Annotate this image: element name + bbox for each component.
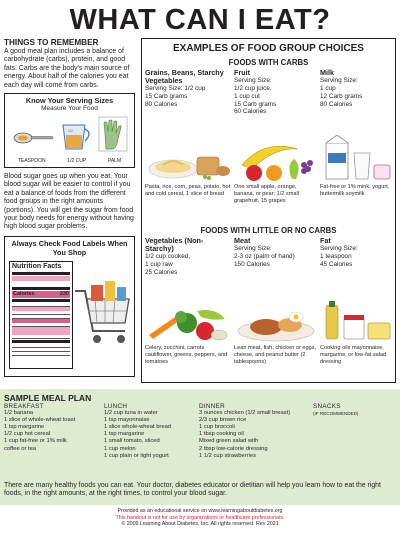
fruit-column: [234, 69, 314, 116]
fruit-caption: One small apple, orange, banana, or pear; 1/2 small grapefruit, 15 grapes: [234, 184, 299, 204]
meat-calories: 150 Calories: [234, 260, 270, 268]
little-carbs-section-title: FOODS WITH LITTLE OR NO CARBS: [200, 226, 337, 235]
credits: [0, 508, 400, 528]
fruit-juice: 1/2 cup juice,: [234, 85, 272, 92]
meat-image: [234, 301, 318, 343]
serving-size-labels: [5, 158, 134, 167]
measuring-cup-icon: [63, 125, 89, 149]
fruit-image: [234, 135, 316, 183]
snacks-heading: SNACKS: [313, 403, 341, 410]
calories-label: Calories: [13, 290, 35, 297]
things-to-remember-text: A good meal plan includes a balance of carbohydrate (carbs), protein, and good fats. Carbs are the body's main source of energy. About half of the calories you eat each day will come from carbs.: [4, 48, 130, 89]
milk-caption: Fat-free or 1% mink, yogurt, buttermilk soymilk: [320, 184, 390, 197]
food-labels-heading: Always Check Food Labels When You Shop: [11, 238, 128, 257]
milk-calories: 80 Calories: [320, 100, 353, 108]
vegetables-column: [145, 237, 231, 277]
vegetables-heading: Vegetables (Non-Starchy): [145, 236, 204, 254]
blood-sugar-text: Blood sugar goes up when you eat. Your blood sugar will be easier to control if you eat a balance of foods from the different food groups in the right amounts (portions). You will get the sugar from food your body needs for energy without having high blood sugar problems.: [4, 173, 134, 231]
milk-carbs: 12 Carb grams: [320, 92, 363, 100]
page-title: WHAT CAN I EAT?: [69, 4, 331, 36]
lunch-item: 1/2 cup tuna in water: [104, 410, 158, 417]
size-label-palm: PALM: [107, 158, 122, 165]
grains-caption: Pasta, rice, corn, peas, potato, hot and cold cereal, 1 slice of bread: [145, 184, 231, 197]
fat-serving: Serving Size:: [320, 245, 358, 253]
lunch-column: [104, 403, 196, 460]
credits-line-1: Provided as an educational service on www.learningaboutdiabetes.org: [117, 508, 283, 514]
food-group-panel-title: EXAMPLES OF FOOD GROUP CHOICES: [173, 43, 364, 54]
size-label-half-cup: 1/2 CUP: [67, 158, 87, 165]
breakfast-item: 1/2 banana: [4, 410, 34, 417]
fruit-calories: 60 Calories: [234, 108, 267, 116]
teaspoon-icon: [14, 133, 53, 143]
dinner-item: 1 1/2 cup strawberries: [199, 452, 257, 459]
breakfast-column: [4, 403, 96, 453]
lunch-item: 1 cup plain or light yogurt: [104, 452, 169, 459]
lunch-item: 1 cup melon: [104, 445, 136, 452]
snacks-subheading: (IF RECOMMENDED): [313, 411, 359, 417]
meat-serving: Serving Size:: [234, 245, 272, 253]
grains-column: [145, 69, 233, 109]
dinner-column: [199, 403, 309, 460]
milk-cup: 1 cup: [320, 85, 336, 92]
dinner-item: 1 tbsp cooking oil: [199, 431, 244, 438]
size-label-teaspoon: TEASPOON: [17, 158, 46, 165]
credits-line-2: This handout is not for use by organizations or healthcare professionals.: [115, 514, 285, 521]
fat-calories: 45 Calories: [320, 260, 353, 268]
serving-sizes-box: [4, 93, 135, 168]
meat-caption: Lean meat, fish, chicken or eggs, cheese, and peanut butter (2 tablespoons): [234, 345, 317, 365]
dinner-item: 2 tbsp low-calorie dressing: [199, 445, 268, 452]
meal-plan-title: SAMPLE MEAL PLAN: [4, 393, 92, 403]
breakfast-item: 1 slice of whole-wheat toast: [4, 417, 76, 424]
grains-carbs: 15 Carb grams: [145, 93, 188, 101]
lunch-item: 1 slice whole-wheat bread: [104, 424, 172, 431]
left-column: [4, 38, 135, 377]
grains-serving: Serving Size: 1/2 cup: [145, 85, 206, 93]
milk-image: [320, 135, 394, 183]
svg-text:1/2: 1/2: [68, 129, 73, 134]
lunch-item: 1 tsp mayonnaise: [104, 417, 150, 424]
shopping-cart-icon: [71, 261, 133, 373]
vegetables-image: [145, 301, 231, 343]
serving-size-illustrations: [5, 113, 133, 153]
breakfast-item: coffee or tea: [4, 445, 37, 452]
milk-heading: Milk: [320, 68, 334, 77]
vegetables-calories: 25 Calories: [145, 269, 178, 276]
serving-sizes-subheading: Measure Your Food: [41, 105, 98, 113]
food-labels-box: [4, 236, 135, 377]
dinner-item: 1 cup broccoli: [199, 424, 235, 431]
breakfast-item: 1/2 cup hot cereal: [4, 431, 51, 438]
lunch-item: 1 small tomato, sliced: [104, 438, 160, 445]
lunch-item: 1 tsp margarine: [104, 431, 145, 438]
fruit-carbs: 15 Carb grams: [234, 100, 277, 108]
vegetables-raw: 1 cup raw: [145, 261, 173, 269]
meal-plan-message: There are many healthy foods you can eat. Your doctor, diabetes educator or dietitian will help you learn how to eat the right foods, in the right amounts, at the right times, to control your blood sugar.: [4, 482, 381, 498]
meat-column: [234, 237, 318, 269]
fat-image: [320, 301, 394, 343]
meat-portion: 2-3 oz (palm of hand): [234, 253, 295, 260]
milk-serving: Serving Size:: [320, 77, 358, 85]
grains-heading: Grains, Beans, Starchy Vegetables: [145, 68, 224, 86]
grains-calories: 80 Calories: [145, 101, 178, 108]
things-to-remember-heading: THINGS TO REMEMBER: [4, 38, 99, 47]
breakfast-heading: BREAKFAST: [4, 403, 44, 410]
vegetables-cooked: 1/2 cup cooked,: [145, 253, 191, 261]
serving-sizes-heading: Know Your Serving Sizes: [25, 96, 114, 106]
fat-heading: Fat: [320, 236, 331, 245]
fat-caption: Cooking oils mayonnaise, margarine, or low-fat salad dressing: [320, 345, 387, 365]
fat-teaspoon: 1 teaspoon: [320, 253, 352, 260]
lunch-heading: LUNCH: [104, 403, 128, 410]
palm-icon: [99, 117, 127, 151]
fat-column: [320, 237, 394, 269]
grains-image: [145, 143, 231, 181]
breakfast-item: 1 tsp margarine: [4, 424, 45, 431]
fruit-serving: Serving Size:: [234, 77, 272, 85]
vegetables-caption: Celery, zucchini, carrots cauliflower, greens, peppers, and tomatoes: [145, 345, 228, 365]
dinner-item: Mixed green salad with: [199, 438, 259, 445]
credits-line-3: © 2009 Learning About Diabetes, Inc. All rights reserved. Rev 2021: [121, 521, 279, 528]
meat-heading: Meat: [234, 236, 251, 245]
dinner-item: 2/3 cup brown rice: [199, 417, 247, 424]
nutrition-facts-label: [9, 261, 73, 369]
food-group-panel: [141, 38, 396, 383]
nutrition-facts-title: Nutrition Facts: [12, 262, 62, 270]
fruit-cut: 1 cup cut: [234, 92, 260, 100]
milk-column: [320, 69, 394, 108]
carbs-section-title: FOODS WITH CARBS: [228, 58, 309, 67]
calories-value: 230: [59, 290, 69, 297]
dinner-heading: DINNER: [199, 403, 225, 410]
snacks-column: [313, 403, 397, 417]
fruit-heading: Fruit: [234, 68, 250, 77]
breakfast-item: 1 cup fat-free or 1% milk: [4, 438, 67, 445]
sample-meal-plan: [0, 389, 400, 505]
dinner-item: 3 ounces chicken (1/2 small breast): [199, 410, 291, 417]
